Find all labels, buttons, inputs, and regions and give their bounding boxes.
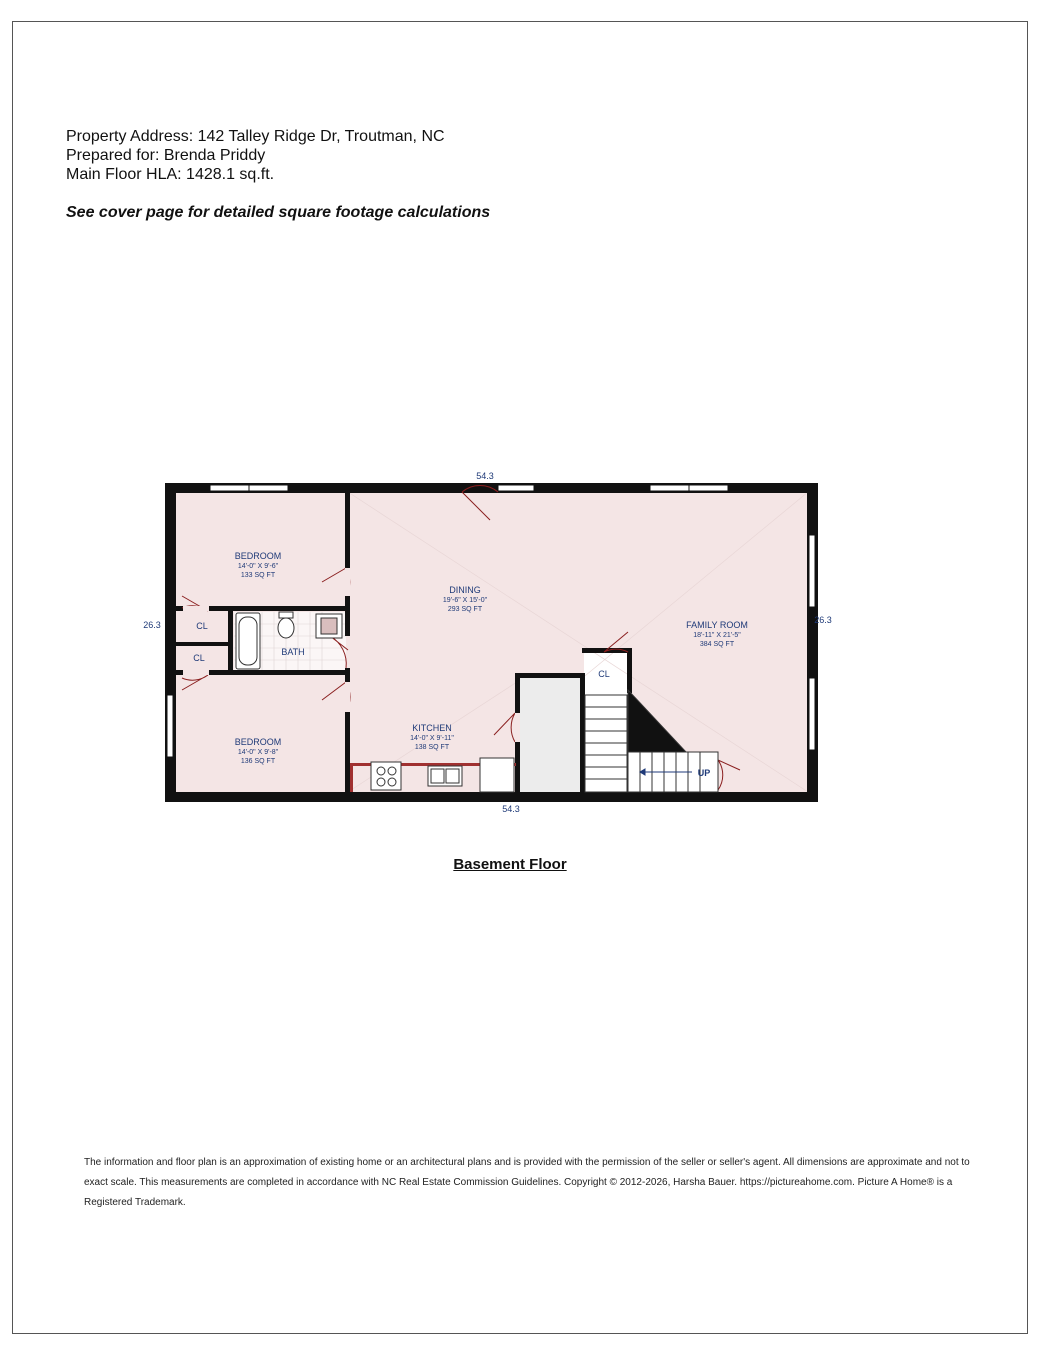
dimension-top: 54.3	[476, 471, 494, 481]
stove-icon	[371, 762, 401, 790]
dining-size: 19'-6" X 15'-0"	[442, 597, 488, 604]
refrigerator-icon	[480, 758, 514, 792]
family-room-size: 18'-11" X 21'-5"	[693, 632, 741, 639]
disclaimer-text: The information and floor plan is an approximation of existing home or an architectural plans and is provided with the permission of the seller or seller's agent. All dimensions are approximate and not to exact scale. This measurements are completed in accordance with NC Real Estate Commission Guidelines. Copyright © 2012-2026, Harsha Bauer. https://pictureahome.com. Picture A Home® is a Registered Trademark.	[84, 1157, 970, 1208]
family-room-name: FAMILY ROOM	[686, 620, 748, 630]
dimension-left: 26.3	[143, 620, 161, 630]
dining-name: DINING	[449, 585, 481, 595]
bedroom1-name: BEDROOM	[234, 551, 282, 561]
prepared-for: Prepared for: Brenda Priddy	[66, 147, 266, 164]
stairs-up-label: UP	[697, 768, 711, 778]
kitchen-name: KITCHEN	[412, 723, 452, 733]
bedroom2-name: BEDROOM	[234, 737, 282, 747]
bedroom1-area: 133 SQ FT	[240, 572, 276, 579]
closet1-label: CL	[196, 621, 208, 631]
property-address: Property Address: 142 Talley Ridge Dr, Troutman, NC	[66, 128, 445, 145]
bedroom2-size: 14'-0" X 9'-8"	[237, 749, 279, 756]
dimension-right: 26.3	[814, 615, 832, 625]
kitchen-area: 138 SQ FT	[414, 744, 450, 751]
cover-page-note: See cover page for detailed square footage calculations	[66, 204, 491, 221]
toilet-icon	[278, 618, 294, 638]
closet3-label: CL	[598, 669, 610, 679]
bedroom2-area: 136 SQ FT	[240, 758, 276, 765]
dimension-bottom: 54.3	[502, 804, 520, 814]
floor-title: Basement Floor	[453, 856, 567, 873]
family-room-area: 384 SQ FT	[699, 641, 735, 648]
bedroom1-size: 14'-0" X 9'-6"	[237, 563, 279, 570]
main-floor-hla: Main Floor HLA: 1428.1 sq.ft.	[66, 166, 275, 183]
bath-label: BATH	[281, 647, 305, 657]
dining-area: 293 SQ FT	[447, 606, 483, 613]
closet2-label: CL	[193, 653, 205, 663]
kitchen-size: 14'-0" X 9'-11"	[410, 735, 454, 742]
